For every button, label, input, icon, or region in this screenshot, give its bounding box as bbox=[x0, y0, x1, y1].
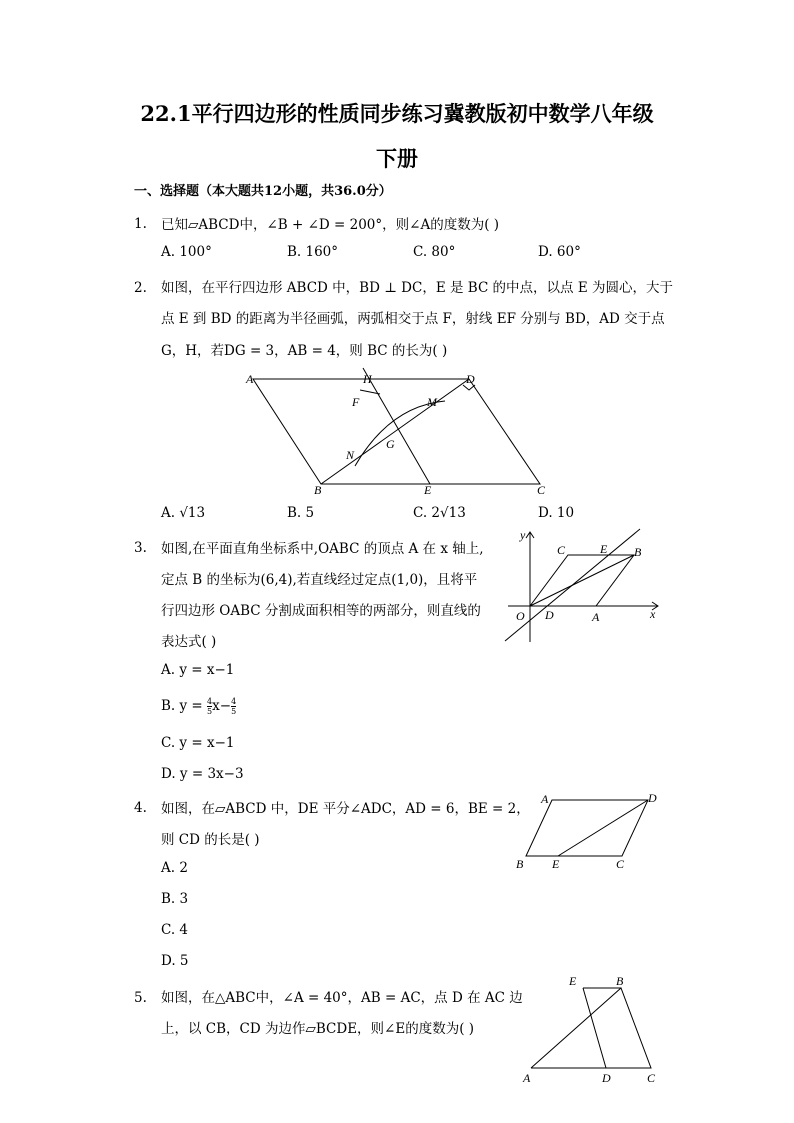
question-text: 点 E 到 BD 的距离为半径画弧，两弧相交于点 F，射线 EF 分别与 BD，AD 交于点 bbox=[161, 311, 665, 327]
fraction-numerator: 4 bbox=[207, 697, 213, 706]
option-b bbox=[161, 697, 236, 716]
figure-label: B bbox=[616, 974, 624, 988]
option-d: D. 10 bbox=[538, 505, 575, 521]
doc-title: 22.1平行四边形的性质同步练习冀教版初中数学八年级 bbox=[140, 101, 654, 126]
figure-label: E bbox=[424, 483, 432, 497]
figure-coordinate-q3 bbox=[500, 525, 665, 650]
question-text: 表达式( ) bbox=[161, 634, 217, 650]
figure-label: C bbox=[557, 543, 566, 557]
question-text: 如图，在△ABC中，∠A = 40°，AB = AC，点 D 在 AC 边 bbox=[161, 990, 523, 1006]
doc-title-line2: 下册 bbox=[376, 146, 418, 171]
fraction bbox=[231, 697, 236, 716]
figure-parallelogram-q4 bbox=[510, 788, 670, 873]
question-number: 4. bbox=[134, 800, 147, 816]
figure-label: M bbox=[427, 395, 437, 409]
figure-label: C bbox=[537, 483, 546, 497]
option-b: B. 160° bbox=[287, 244, 339, 260]
figure-label: N bbox=[346, 448, 355, 462]
fraction-denominator: 5 bbox=[207, 707, 213, 716]
option-c: C. y = x−1 bbox=[161, 735, 235, 751]
question-text: 上，以 CB，CD 为边作▱BCDE，则∠E的度数为( ) bbox=[161, 1021, 475, 1037]
option-b-prefix: B. y = bbox=[161, 698, 208, 714]
figure-label: E bbox=[552, 857, 560, 871]
question-text: G，H，若DG = 3，AB = 4，则 BC 的长为( ) bbox=[161, 343, 448, 359]
option-b: B. 5 bbox=[287, 505, 315, 521]
option-b: B. 3 bbox=[161, 891, 189, 907]
question-text: 如图,在平面直角坐标系中,OABC 的顶点 A 在 x 轴上, bbox=[161, 541, 484, 557]
figure-label: D bbox=[466, 372, 475, 386]
figure-parallelogram-q2 bbox=[240, 366, 560, 501]
question-text: 定点 B 的坐标为(6,4),若直线经过定点(1,0)，且将平 bbox=[161, 572, 478, 588]
figure-label: x bbox=[650, 607, 656, 621]
option-a: A. 2 bbox=[161, 860, 188, 876]
figure-label: E bbox=[600, 542, 608, 556]
figure-label: O bbox=[516, 609, 525, 623]
option-b-middle: x− bbox=[212, 698, 232, 714]
figure-label: A bbox=[541, 792, 549, 806]
figure-label: B bbox=[314, 483, 322, 497]
question-text: 如图，在▱ABCD 中，DE 平分∠ADC，AD = 6，BE = 2， bbox=[161, 801, 530, 817]
question-number: 5. bbox=[134, 990, 147, 1006]
question-text: 如图，在平行四边形 ABCD 中，BD ⊥ DC，E 是 BC 的中点，以点 E 为圆心，大于 bbox=[161, 280, 673, 296]
figure-label: C bbox=[647, 1071, 656, 1085]
option-d: D. 60° bbox=[538, 244, 581, 260]
figure-label: G bbox=[386, 437, 395, 451]
figure-label: E bbox=[569, 974, 577, 988]
question-number: 1. bbox=[134, 216, 147, 232]
question-text: 行四边形 OABC 分割成面积相等的两部分，则直线的 bbox=[161, 603, 481, 619]
question-text: 则 CD 的长是( ) bbox=[161, 832, 260, 848]
option-c: C. 80° bbox=[413, 244, 456, 260]
figure-label: y bbox=[520, 528, 526, 542]
option-a: A. y = x−1 bbox=[161, 662, 235, 678]
figure-label: D bbox=[648, 791, 657, 805]
figure-label: C bbox=[616, 857, 625, 871]
figure-label: H bbox=[363, 372, 372, 386]
option-c: C. 2√13 bbox=[413, 505, 466, 521]
section-header: 一、选择题（本大题共12小题，共36.0分） bbox=[134, 184, 392, 199]
option-d: D. y = 3x−3 bbox=[161, 766, 244, 782]
figure-label: A bbox=[592, 610, 600, 624]
question-number: 3. bbox=[134, 540, 147, 556]
question-number: 2. bbox=[134, 280, 147, 296]
figure-label: B bbox=[516, 857, 524, 871]
option-a: A. 100° bbox=[161, 244, 212, 260]
option-d: D. 5 bbox=[161, 953, 189, 969]
fraction-denominator: 5 bbox=[231, 707, 237, 716]
figure-label: A bbox=[523, 1071, 531, 1085]
fraction-numerator: 4 bbox=[231, 697, 237, 706]
figure-label: D bbox=[545, 608, 554, 622]
figure-label: F bbox=[352, 395, 360, 409]
figure-label: B bbox=[634, 545, 642, 559]
option-a: A. √13 bbox=[161, 505, 206, 521]
figure-label: D bbox=[602, 1071, 611, 1085]
figure-triangle-q5 bbox=[515, 970, 675, 1090]
question-text: 已知▱ABCD中，∠B + ∠D = 200°，则∠A的度数为( ) bbox=[161, 217, 500, 233]
figure-label: A bbox=[246, 372, 254, 386]
option-c: C. 4 bbox=[161, 922, 189, 938]
